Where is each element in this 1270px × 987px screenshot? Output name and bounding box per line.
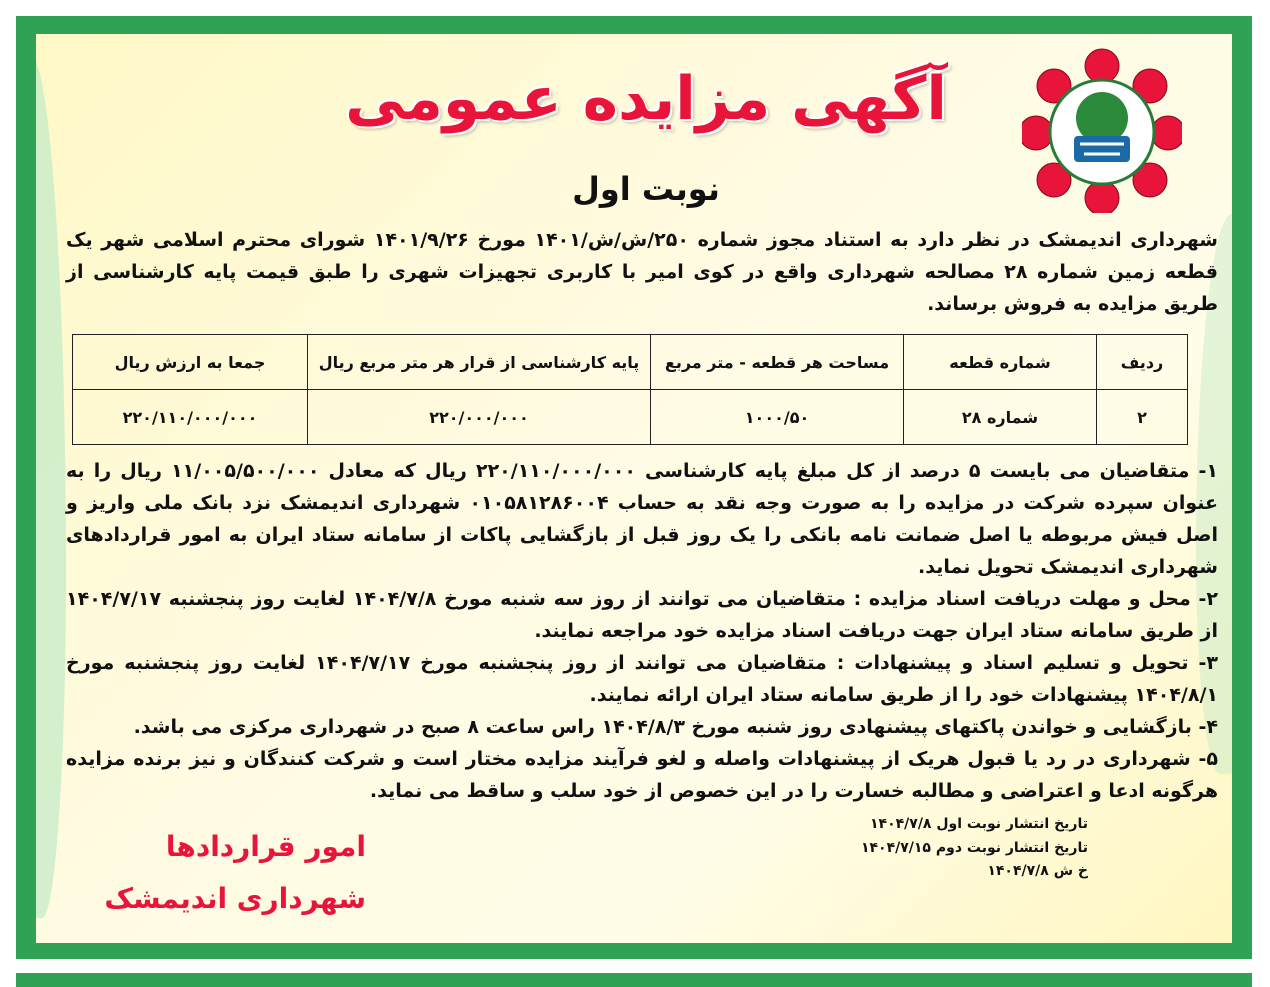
condition-item: ۴- بازگشایی و خواندن پاکتهای پیشنهادی روز شنبه مورخ ۱۴۰۴/۸/۳ راس ساعت ۸ صبح در شهرداری مرکزی می باشد. bbox=[133, 716, 1218, 738]
code-date: خ ش ۱۴۰۴/۷/۸ bbox=[987, 863, 1088, 879]
table-row bbox=[73, 390, 1188, 445]
header-cell: پایه کارشناسی از قرار هر متر مربع ریال bbox=[308, 335, 651, 390]
header-cell: مساحت هر قطعه - متر مربع bbox=[651, 335, 904, 390]
conditions-list bbox=[66, 455, 1218, 807]
ad-frame bbox=[16, 16, 1252, 959]
intro-paragraph: شهرداری اندیمشک در نظر دارد به استناد مجوز شماره ۲۵۰/ش/ش/۱۴۰۱ مورخ ۱۴۰۱/۹/۲۶ شورای محترم اسلامی شهر یک قطعه زمین شماره ۲۸ مصالحه شهرداری واقع در کوی امیر با کاربری تجهیزات شهری را طبق قیمت پایه کارشناسی از طریق مزایده به فروش برساند. bbox=[66, 229, 1219, 315]
condition-item: ۲- محل و مهلت دریافت اسناد مزایده : متقاضیان می توانند از روز سه شنبه مورخ ۱۴۰۴/۷/۸ لغایت روز پنجشنبه ۱۴۰۴/۷/۱۷ از طریق سامانه ستاد ایران جهت دریافت اسناد مزایده خود مراجعه نمایند. bbox=[66, 588, 1218, 642]
signature-organization: شهرداری اندیمشک bbox=[104, 882, 366, 915]
ad-subtitle: نوبت اول bbox=[572, 170, 720, 208]
first-publication-date: تاریخ انتشار نوبت اول ۱۴۰۴/۷/۸ bbox=[869, 816, 1088, 832]
second-publication-date: تاریخ انتشار نوبت دوم ۱۴۰۴/۷/۱۵ bbox=[860, 839, 1088, 856]
table-cell: ۲ bbox=[1097, 390, 1188, 445]
ad-paper bbox=[36, 34, 1232, 943]
ad-content bbox=[66, 224, 1218, 925]
table-cell: شماره ۲۸ bbox=[904, 390, 1097, 445]
table-cell: ۱۰۰۰/۵۰ bbox=[651, 390, 904, 445]
auction-table bbox=[72, 334, 1188, 445]
condition-item: ۵- شهرداری در رد یا قبول هریک از پیشنهادات واصله و لغو فرآیند مزایده مختار است و شرکت کنندگان و نیز برنده مزایده هرگونه ادعا و اعتراضی و مطالبه خسارت را در این خصوص از خود سلب و ساقط می نماید. bbox=[66, 748, 1218, 802]
table-header-row bbox=[73, 335, 1188, 390]
publication-dates bbox=[861, 813, 1088, 884]
ad-footer bbox=[66, 813, 1218, 925]
signature bbox=[66, 821, 366, 925]
table-cell: ۲۲۰/۱۱۰/۰۰۰/۰۰۰ bbox=[73, 390, 308, 445]
header-cell: جمعا به ارزش ریال bbox=[73, 335, 308, 390]
condition-item: ۳- تحویل و تسلیم اسناد و پیشنهادات : متقاضیان می توانند از روز پنجشنبه مورخ ۱۴۰۴/۷/۱۷ لغایت روز پنجشنبه مورخ ۱۴۰۴/۸/۱ پیشنهادات خود را از طریق سامانه ستاد ایران ارائه نمایند. bbox=[66, 652, 1218, 706]
signature-department: امور قراردادها bbox=[165, 830, 366, 863]
municipality-logo-icon bbox=[1022, 48, 1182, 213]
header-cell: شماره قطعه bbox=[904, 335, 1097, 390]
bottom-strip bbox=[16, 973, 1252, 987]
decorative-wave bbox=[36, 54, 66, 918]
ad-title: آگهی مزایده عمومی bbox=[345, 64, 947, 134]
table-cell: ۲۲۰/۰۰۰/۰۰۰ bbox=[308, 390, 651, 445]
header-cell: ردیف bbox=[1097, 335, 1188, 390]
condition-item: ۱- متقاضیان می بایست ۵ درصد از کل مبلغ پایه کارشناسی ۲۲۰/۱۱۰/۰۰۰/۰۰۰ ریال که معادل ۱۱/۰۰۵/۵۰۰/۰۰۰ ریال را به عنوان سپرده شرکت در مزایده را به صورت وجه نقد به حساب ۰۱۰۵۸۱۲۸۶۰۰۴ شهرداری اندیمشک نزد بانک ملی واریز و اصل فیش مربوطه یا اصل ضمانت نامه بانکی را یک روز قبل از بازگشایی پاکات از سامانه ستاد ایران به امور قراردادهای شهرداری اندیمشک تحویل نماید. bbox=[66, 460, 1219, 578]
